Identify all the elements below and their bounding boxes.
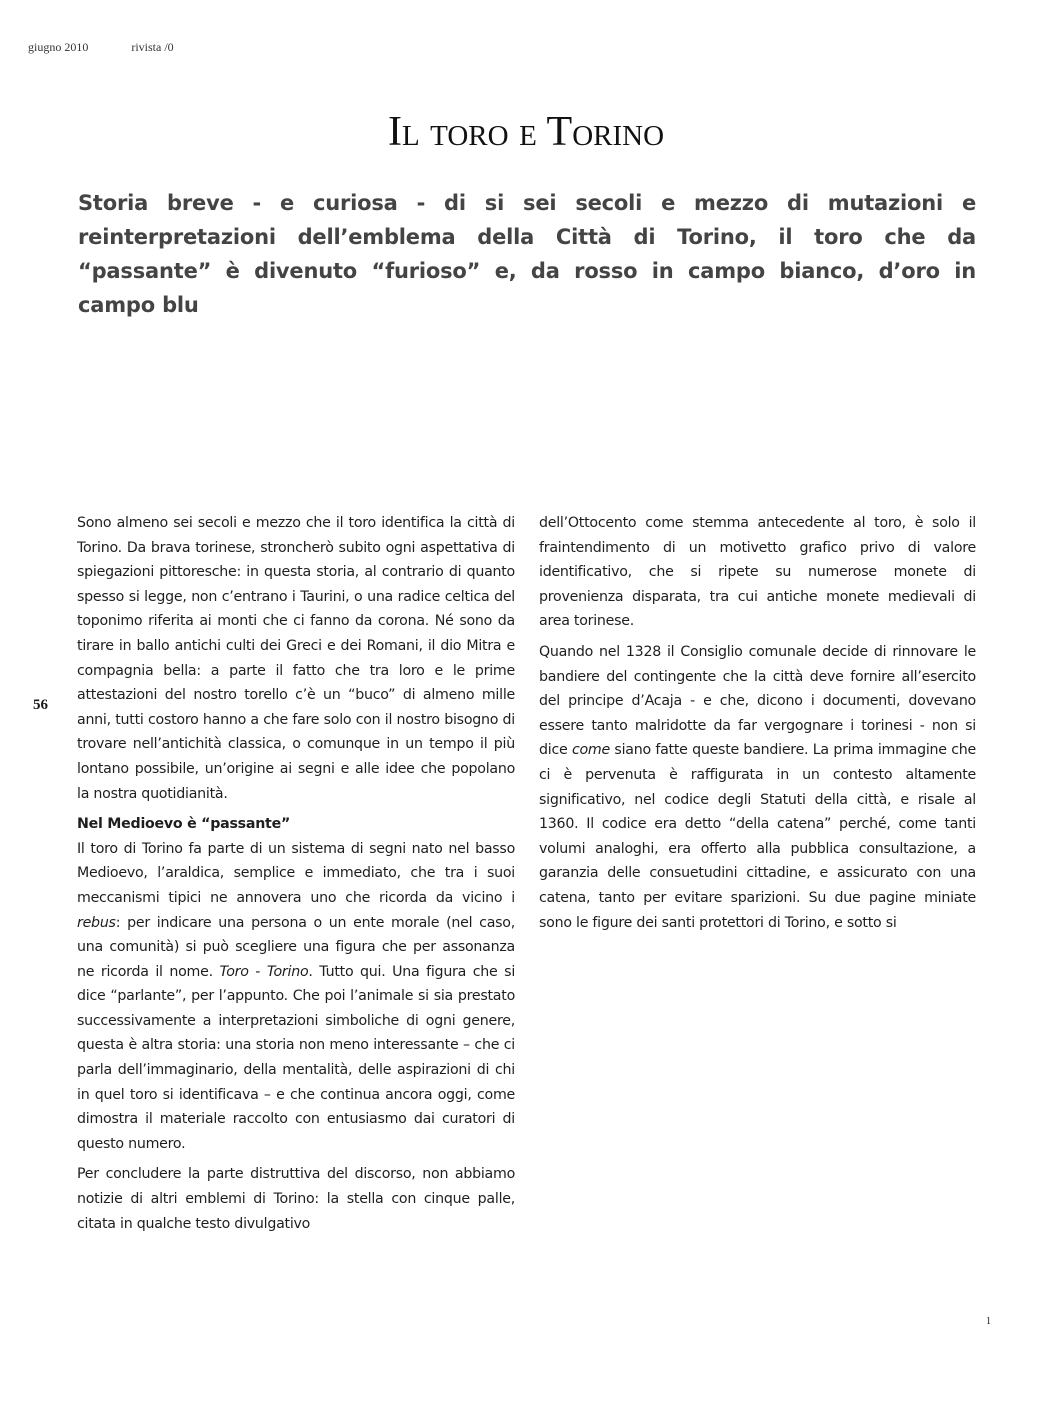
- emphasis-torino: Torino: [266, 963, 309, 980]
- issue-date: giugno 2010: [28, 40, 89, 54]
- corner-mark: 1: [986, 1316, 991, 1327]
- right-column: [539, 511, 976, 941]
- text-run: -: [248, 963, 267, 980]
- text-run: Il toro di Torino fa parte di un sistema di segni nato nel basso Medioevo, l’araldica, semplice e immediato, che tra i suoi meccanismi tipici ne annovera uno che ricorda da vicino i: [77, 840, 515, 906]
- left-column: [77, 511, 515, 1242]
- paragraph-heraldry: [77, 837, 515, 1157]
- paragraph-star-emblem: dell’Ottocento come stemma antecedente al toro, è solo il fraintendimento di un motivetto grafico privo di valore identificativo, che si ripete su numerose monete di provenienza disparata, tra cui antiche monete medievali di area torinese.: [539, 515, 976, 630]
- text-run: : per indicare una persona o un ente morale (nel caso, una comunità) si può scegliere una figura che per assonanza ne ricorda il nome.: [77, 914, 515, 980]
- page-number: 56: [33, 697, 48, 713]
- paragraph-conclusion: Per concludere la parte distruttiva del discorso, non abbiamo notizie di altri emblemi di Torino: la stella con cinque palle, citata in qualche testo divulgativo: [77, 1166, 515, 1232]
- article-title: Il toro e Torino: [387, 109, 665, 155]
- text-run: Quando nel 1328 il Consiglio comunale decide di rinnovare le bandiere del contingente che la città deve fornire all’esercito del principe d’Acaja - e che, dicono i documenti, dovevano essere tanto malridotte da far vergognare i torinesi - non si dice: [539, 643, 976, 759]
- emphasis-toro: Toro: [219, 963, 249, 980]
- text-run: siano fatte queste bandiere. La prima immagine che ci è pervenuta è raffigurata in un contesto altamente significativo, nel codice degli Statuti della città, e risale al 1360. Il codice era detto “della catena” perché, come tanti volumi analoghi, era offerto alla pubblica consultazione, a garanzia delle consuetudini cittadine, e assicurato con una catena, tanto per evitare sparizioni. Su due pagine miniate sono le figure dei santi protettori di Torino, e sotto si: [539, 742, 976, 931]
- emphasis-rebus: rebus: [77, 914, 116, 931]
- paragraph-intro: Sono almeno sei secoli e mezzo che il toro identifica la città di Torino. Da brava torinese, stroncherò subito ogni aspettativa di spiegazioni pittoresche: in questa storia, al contrario di quanto spesso si legge, non c’entrano i Taurini, o una radice celtica del toponimo riferita ai monti che ci fanno da corona. Né sono da tirare in ballo antichi culti dei Greci e dei Romani, il dio Mitra e compagnia bella: a parte il fatto che tra loro e le prime attestazioni del nostro torello c’è un “buco” di almeno mille anni, tutti costoro hanno a che fare solo con il nostro bisogno di trovare nell’antichità classica, o comunque in un tempo il più lontano possibile, un’origine ai segni e alle idee che popolano la nostra quotidianità.: [77, 515, 515, 802]
- issue-number: rivista /0: [131, 40, 174, 54]
- paragraph-1328: [539, 640, 976, 935]
- article-subtitle: Storia breve - e curiosa - di si sei secoli e mezzo di mutazioni e reinterpretazioni dell’emblema della Città di Torino, il toro che da “passante” è divenuto “furioso” e, da rosso in campo bianco, d’oro in campo blu: [78, 191, 976, 317]
- section-heading: Nel Medioevo è “passante”: [77, 816, 291, 833]
- emphasis-come: come: [571, 742, 610, 759]
- text-run: . Tutto qui. Una figura che si dice “parlante”, per l’appunto. Che poi l’animale si sia prestato successivamente a interpretazioni simboliche di ogni genere, questa è altra storia: una storia non meno interessante – che ci parla dell’immaginario, della mentalità, delle aspirazioni di chi in quel toro si identificava – e che continua ancora oggi, come dimostra il materiale raccolto con entusiasmo dai curatori di questo numero.: [77, 963, 516, 1152]
- running-head: [28, 40, 174, 55]
